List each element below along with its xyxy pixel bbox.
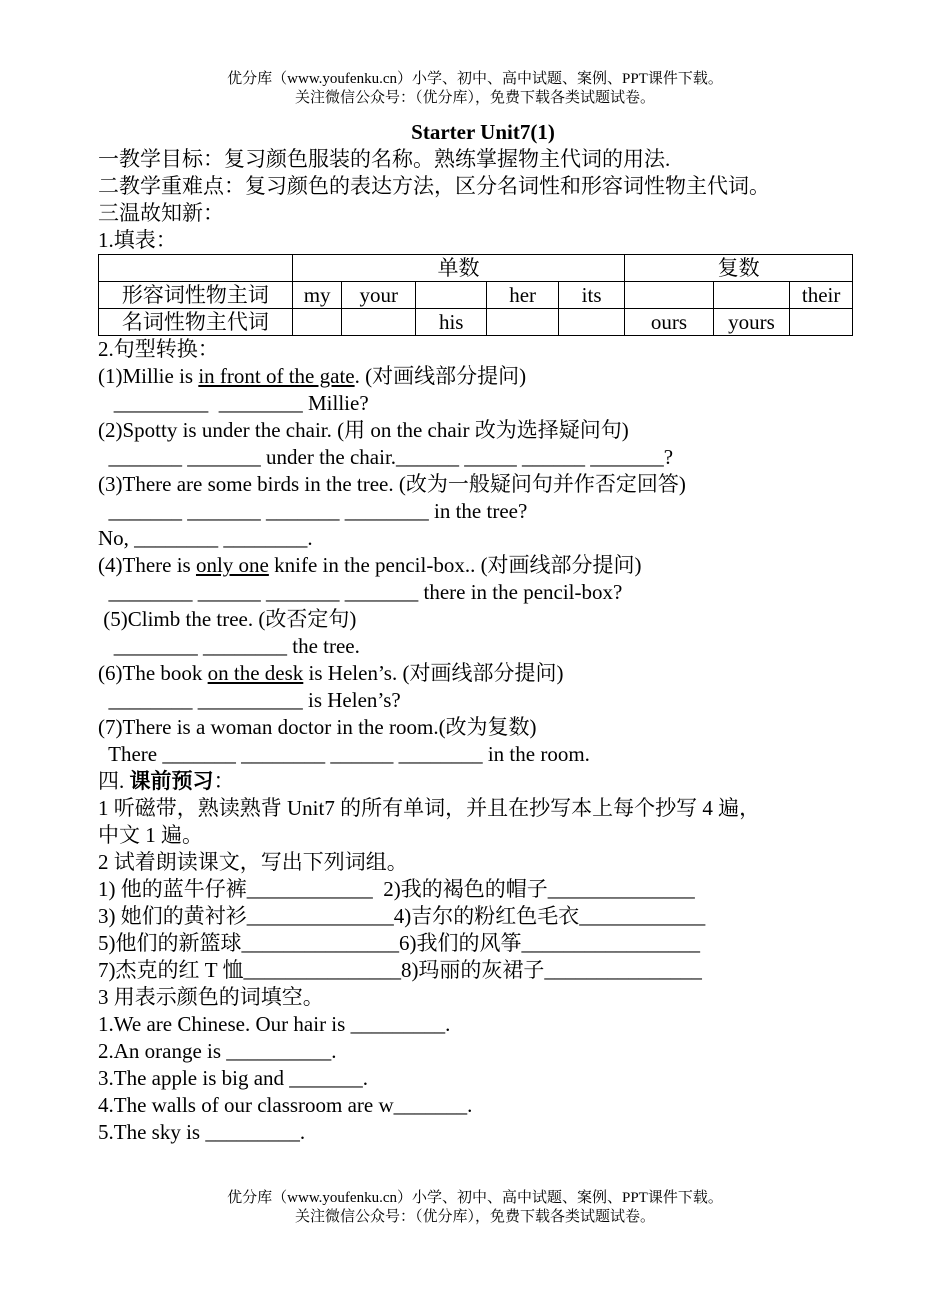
table-cell: [713, 282, 790, 309]
answer-1: _________ ________ Millie?: [98, 391, 369, 415]
preview-item-2: 2 试着朗读课文，写出下列词组。: [98, 850, 408, 874]
footer-line-2: 关注微信公众号：（优分库），免费下载各类试题试卷。: [294, 1209, 655, 1225]
answer-3: _______ _______ _______ ________ in the tree?: [98, 499, 528, 523]
page-footer: [0, 1189, 950, 1227]
q1-text-a: (1)Millie is: [98, 364, 199, 388]
phrase-line-2: 3) 她们的黄衬衫______________4)吉尔的粉红色毛衣____________: [98, 904, 706, 928]
review-heading: 三温故知新：: [98, 201, 224, 225]
table-cell: [342, 309, 416, 336]
color-blank-2: 2.An orange is __________.: [98, 1039, 337, 1063]
answer-7: There _______ ________ ______ ________ in the room.: [98, 742, 590, 766]
color-blank-1: 1.We are Chinese. Our hair is _________.: [98, 1012, 451, 1036]
preview-heading-number: 四.: [98, 769, 130, 793]
q6-text-b: is Helen’s. (对画线部分提问): [303, 661, 564, 685]
q1-underlined: in front of the gate: [198, 364, 355, 388]
answer-6: ________ __________ is Helen’s?: [98, 688, 401, 712]
pronoun-table: [98, 254, 853, 336]
table-cell: your: [342, 282, 416, 309]
q4-text-a: (4)There is: [98, 553, 196, 577]
singular-header: 单数: [292, 255, 625, 282]
table-cell: ours: [625, 309, 713, 336]
q6-text-a: (6)The book: [98, 661, 208, 685]
color-blank-4: 4.The walls of our classroom are w_______.: [98, 1093, 473, 1117]
plural-header: 复数: [625, 255, 853, 282]
noun-row-label: 名词性物主代词: [99, 309, 293, 336]
answer-4: ________ ______ _______ _______ there in the pencil-box?: [98, 580, 623, 604]
phrase-line-4: 7)杰克的红 T 恤_______________8)玛丽的灰裙子_______________: [98, 958, 702, 982]
table-cell: [625, 282, 713, 309]
color-blank-5: 5.The sky is _________.: [98, 1120, 306, 1144]
question-5: (5)Climb the tree. (改否定句): [98, 607, 357, 631]
fill-table-label: 1.填表：: [98, 228, 177, 252]
question-4: [98, 552, 868, 579]
question-6: [98, 660, 868, 687]
q4-text-b: knife in the pencil-box.. (对画线部分提问): [268, 553, 642, 577]
header-line-2: 关注微信公众号：（优分库），免费下载各类试题试卷。: [294, 90, 655, 106]
q4-underlined: only one: [195, 553, 269, 577]
preview-heading: [98, 768, 868, 795]
phrase-line-1: 1) 他的蓝牛仔裤____________ 2)我的褐色的帽子______________: [98, 877, 695, 901]
table-cell: its: [558, 282, 624, 309]
worksheet-body: [98, 118, 868, 1146]
q1-text-b: . (对画线部分提问): [354, 364, 527, 388]
preview-item-1a: 1 听磁带，熟读熟背 Unit7 的所有单词，并且在抄写本上每个抄写 4 遍，: [98, 796, 761, 820]
preview-item-3: 3 用表示颜色的词填空。: [98, 985, 324, 1009]
preview-item-1b: 中文 1 遍。: [98, 823, 203, 847]
answer-2: _______ _______ under the chair.______ _____ ______ _______?: [98, 445, 674, 469]
preview-heading-colon: ：: [213, 769, 235, 793]
question-3: (3)There are some birds in the tree. (改为一般疑问句并作否定回答): [98, 472, 686, 496]
question-2: (2)Spotty is under the chair. (用 on the chair 改为选择疑问句): [98, 418, 629, 442]
transform-label: 2.句型转换：: [98, 337, 219, 361]
table-cell: [790, 309, 853, 336]
table-corner-cell: [99, 255, 293, 282]
answer-5: ________ ________ the tree.: [98, 634, 360, 658]
q6-underlined: on the desk: [207, 661, 304, 685]
table-cell: [416, 282, 487, 309]
page-header: [0, 70, 950, 108]
table-row: [99, 309, 853, 336]
preview-heading-title: 课前预习: [129, 769, 214, 793]
table-cell: my: [292, 282, 342, 309]
table-cell: his: [416, 309, 487, 336]
question-7: (7)There is a woman doctor in the room.(改为复数): [98, 715, 537, 739]
question-1: [98, 363, 868, 390]
answer-3-no: No, ________ ________.: [98, 526, 313, 550]
table-row: [99, 282, 853, 309]
phrase-line-3: 5)他们的新篮球_______________6)我们的风筝_________________: [98, 931, 700, 955]
adj-row-label: 形容词性物主词: [99, 282, 293, 309]
table-cell: yours: [713, 309, 790, 336]
table-cell: her: [487, 282, 558, 309]
table-header-row: [99, 255, 853, 282]
footer-line-1: 优分库（www.youfenku.cn）小学、初中、高中试题、案例、PPT课件下载。: [227, 1190, 723, 1206]
worksheet-title: Starter Unit7(1): [411, 120, 555, 144]
table-cell: [292, 309, 342, 336]
table-cell: their: [790, 282, 853, 309]
teaching-goal: 一教学目标：复习颜色服装的名称。熟练掌握物主代词的用法.: [98, 147, 671, 171]
color-blank-3: 3.The apple is big and _______.: [98, 1066, 369, 1090]
table-cell: [558, 309, 624, 336]
table-cell: [487, 309, 558, 336]
header-line-1: 优分库（www.youfenku.cn）小学、初中、高中试题、案例、PPT课件下载。: [227, 71, 723, 87]
teaching-difficulty: 二教学重难点：复习颜色的表达方法，区分名词性和形容词性物主代词。: [98, 174, 770, 198]
